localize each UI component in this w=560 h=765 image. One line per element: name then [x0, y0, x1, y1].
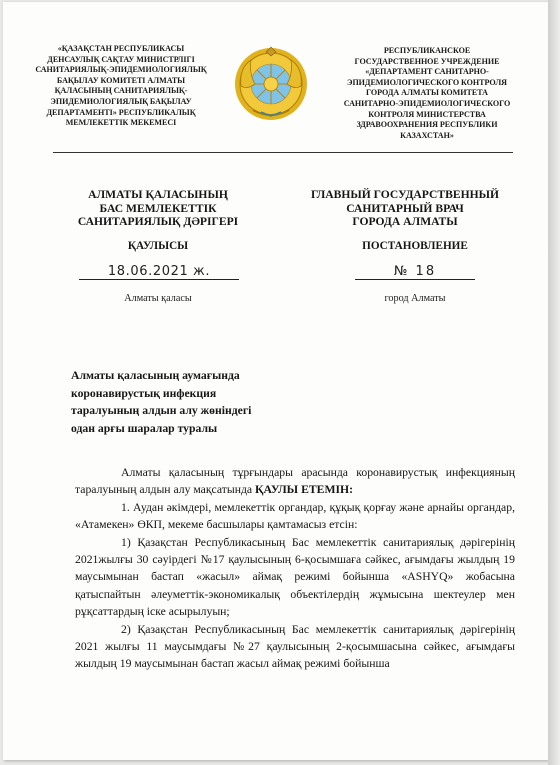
document-body	[75, 464, 515, 673]
body-intro: Алматы қаласының тұрғындары арасында коронавирустық инфекцияның таралуының алдын алу мақсатында ҚАУЛЫ ЕТЕМІН:	[75, 466, 515, 497]
issuer-title-russian: ГЛАВНЫЙ ГОСУДАРСТВЕННЫЙ САНИТАРНЫЙ ВРАЧ ГОРОДА АЛМАТЫ	[310, 188, 500, 228]
header-org-kazakh: «ҚАЗАҚСТАН РЕСПУБЛИКАСЫ ДЕНСАУЛЫҚ САҚТАУ МИНИСТРЛІГІ САНИТАРИЯЛЫҚ-ЭПИДЕМИОЛОГИЯЛЫҚ БАҚЫЛАУ КОМИТЕТІ АЛМАТЫ ҚАЛАСЫНЫҢ САНИТАРИЯЛЫҚ- ЭПИДЕМИОЛОГИЯЛЫҚ БАҚЫЛАУ ДЕПАРТАМЕНТІ» РЕСПУБЛИКАЛЫҚ МЕМЛЕКЕТТІК МЕКЕМЕСІ	[35, 44, 207, 128]
decree-keyword: ҚАУЛЫ ЕТЕМІН:	[255, 483, 354, 497]
page-edge-shadow	[548, 0, 560, 765]
state-emblem-icon	[233, 46, 309, 122]
doctype-russian: ПОСТАНОВЛЕНИЕ	[362, 240, 468, 252]
date-line	[79, 262, 239, 280]
body-paragraph-1: 1. Аудан әкімдері, мемлекеттік органдар, құқық қорғау және арнайы органдар, «Атамекен» ӨКП, мекеме басшылары қамтамасыз етсін:	[75, 500, 515, 532]
body-paragraph-3: 2) Қазақстан Республикасының Бас мемлекеттік санитариялық дәрігерінің 2021 жылғы 11 маусымдағы №27 қаулысының 2-қосымшасына сәйкес, ағымдағы жылдың 19 маусымынан бастап жасыл аймақ режимі бойынша	[75, 622, 515, 671]
body-paragraph-2: 1) Қазақстан Республикасының Бас мемлекеттік санитариялық дәрігерінің 2021жылғы 30 сәуірдегі №17 қаулысының 6-қосымшаға сәйкес, ағымдағы жылдың 19 маусымынан бастап «жасыл» аймақ режимі бойынша «ASHYQ» жобасына қатыспайтын әлеуметтік-экономикалық объектілердің жұмысына шектеулер мен рұқсаттардың іске асырылуын;	[75, 535, 515, 619]
place-kazakh: Алматы қаласы	[124, 293, 192, 304]
document-subject: Алматы қаласының аумағында коронавирустық инфекция таралуының алдын алу жөніндегі одан арғы шаралар туралы	[71, 369, 252, 435]
place-russian: город Алматы	[384, 293, 446, 304]
handwritten-number: № 18	[393, 264, 437, 279]
header-org-russian: РЕСПУБЛИКАНСКОЕ ГОСУДАРСТВЕННОЕ УЧРЕЖДЕНИЕ «ДЕПАРТАМЕНТ САНИТАРНО- ЭПИДЕМИОЛОГИЧЕСКОГО КОНТРОЛЯ ГОРОДА АЛМАТЫ КОМИТЕТА САНИТАРНО-ЭПИДЕМИОЛОГИЧЕСКОГО КОНТРОЛЯ МИНИСТЕРСТВА ЗДРАВООХРАНЕНИЯ РЕСПУБЛИКИ КАЗАХСТАН»	[343, 46, 511, 140]
issuer-title-kazakh: АЛМАТЫ ҚАЛАСЫНЫҢ БАС МЕМЛЕКЕТТІК САНИТАРИЯЛЫҚ ДӘРІГЕРІ	[77, 188, 239, 228]
handwritten-date: 18.06.2021 ж.	[107, 264, 211, 279]
doctype-kazakh: ҚАУЛЫСЫ	[127, 240, 189, 252]
document-page	[3, 2, 548, 760]
header-divider	[53, 152, 513, 153]
number-line	[355, 262, 475, 280]
